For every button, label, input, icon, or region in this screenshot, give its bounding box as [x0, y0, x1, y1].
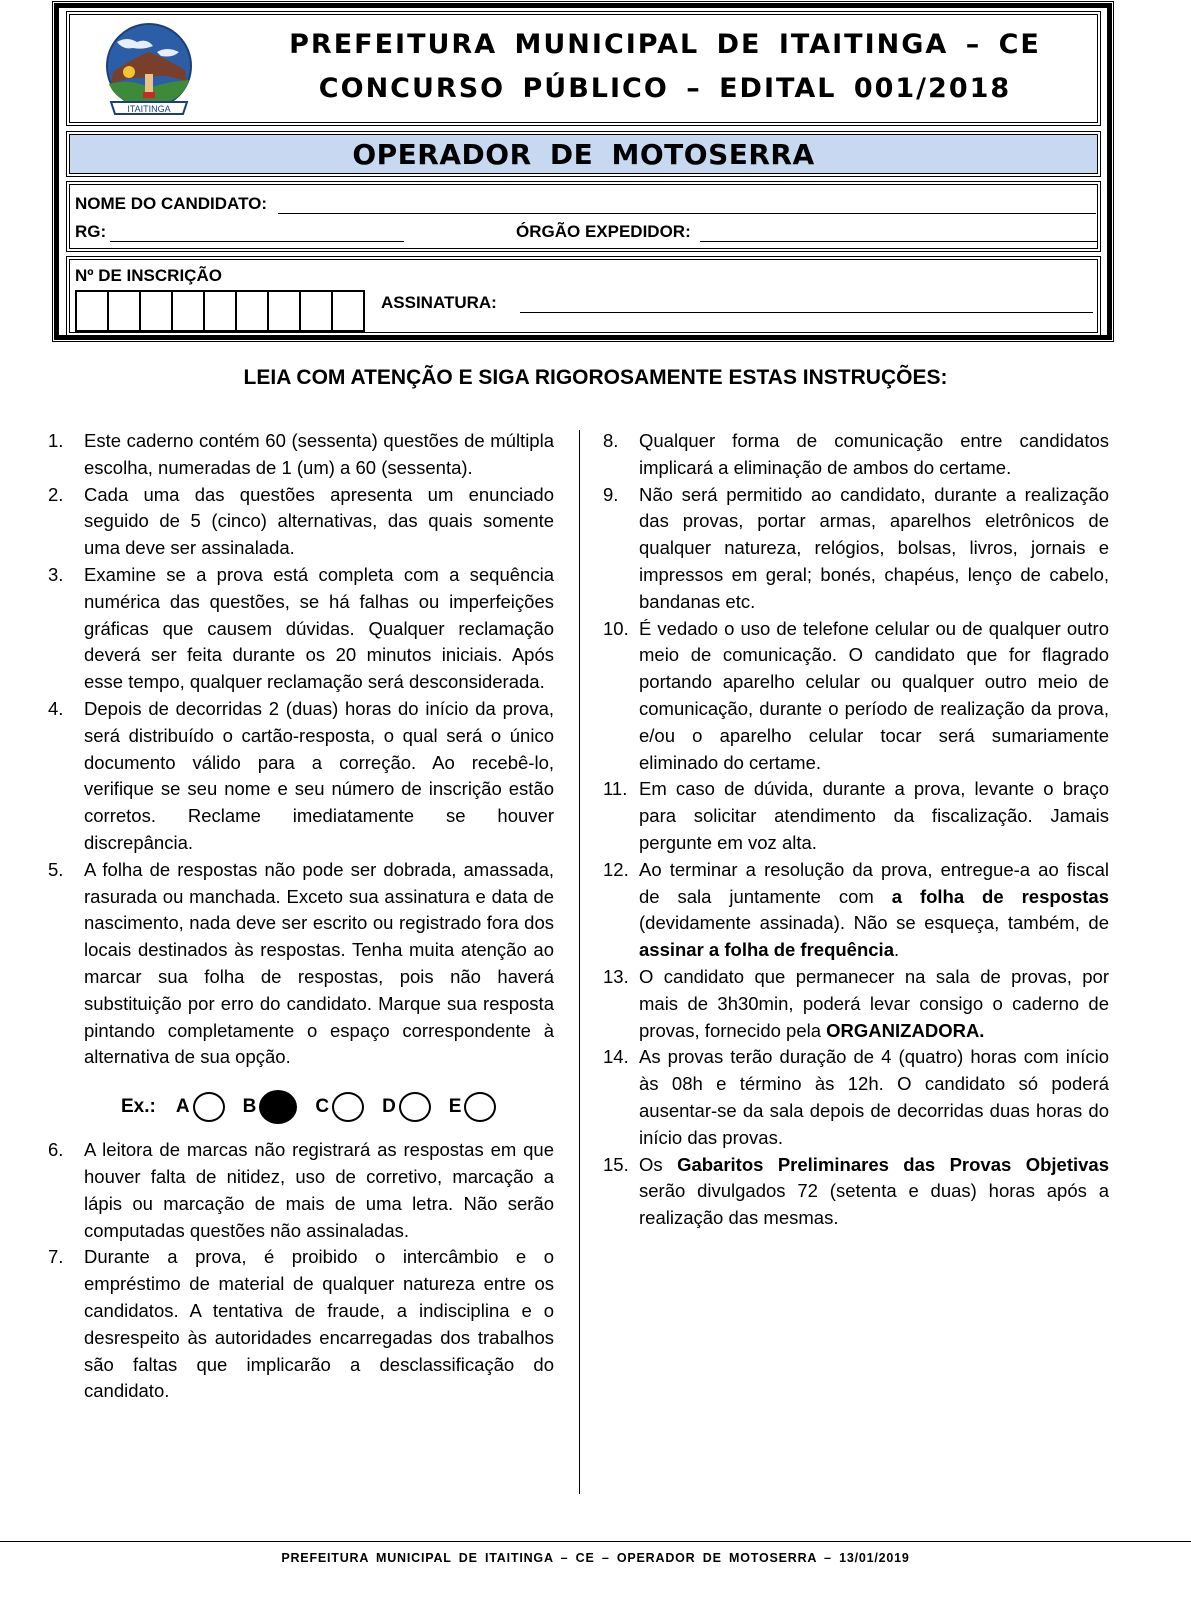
empty-bubble-icon — [193, 1092, 225, 1122]
instruction-item — [603, 776, 1109, 856]
rg-label: RG: — [75, 222, 107, 241]
instruction-text-part: O candidato que permanecer na sala de provas, por mais de 3h30min, poderá levar consigo o caderno de provas, fornecido pela — [639, 965, 1109, 1041]
instruction-item — [603, 964, 1109, 1044]
registration-digit-cell[interactable] — [301, 292, 333, 330]
instruction-text: A leitora de marcas não registrará as respostas em que houver falta de nitidez, uso de corretivo, marcação a lápis ou marcação de mais de uma letra. Não serão computadas questões não assinaladas. — [84, 1139, 554, 1241]
instruction-text — [639, 964, 1109, 1044]
registration-number-grid — [75, 290, 365, 332]
instruction-text-part: Os — [639, 1153, 678, 1175]
instruction-number: 9. — [603, 483, 619, 505]
logo-text: ITAITINGA — [127, 104, 171, 114]
instruction-text-part: Ao terminar a resolução da prova, entregue-a ao fiscal de sala juntamente com — [639, 858, 1109, 907]
instruction-text: É vedado o uso de telefone celular ou de qualquer outro meio de comunicação. O candidato que for flagrado portando aparelho celular ou qualquer outro meio de comunicação, durante o período de realização da prova, e/ou o aparelho celular tocar será sumariamente eliminado do certame. — [639, 617, 1109, 773]
instructions-right-column — [603, 428, 1109, 1232]
instruction-number: 14. — [603, 1046, 629, 1068]
example-option — [449, 1092, 497, 1122]
instruction-number: 4. — [48, 697, 64, 719]
instruction-item — [48, 857, 554, 1071]
instruction-emphasis: a folha de respostas — [891, 885, 1109, 907]
orgao-expedidor-label: ÓRGÃO EXPEDIDOR: — [516, 222, 691, 241]
orgao-expedidor-field[interactable] — [700, 241, 1098, 242]
role-title: OPERADOR DE MOTOSERRA — [352, 138, 815, 171]
footer-rule — [0, 1541, 1191, 1542]
instruction-text: A folha de respostas não pode ser dobrada, amassada, rasurada ou manchada. Exceto sua assinatura e data de nascimento, nada deve ser escrito ou registrado fora dos locais destinados às respostas. Tenha muita atenção ao marcar sua folha de respostas, pois não haverá substituição por erro do candidato. Marque sua resposta pintando completamente o espaço correspondente à alternativa de sua opção. — [84, 858, 554, 1068]
role-box — [69, 134, 1098, 174]
registration-digit-cell[interactable] — [237, 292, 269, 330]
instruction-item — [603, 1152, 1109, 1232]
instruction-text: Não será permitido ao candidato, durante a realização das provas, portar armas, aparelhos eletrônicos de qualquer natureza, relógios, bolsas, livros, jornais e impressos em geral; bonés, chapéus, lenço de cabelo, bandanas etc. — [639, 483, 1109, 612]
registration-digit-cell[interactable] — [173, 292, 205, 330]
page-footer: PREFEITURA MUNICIPAL DE ITAITINGA – CE – OPERADOR DE MOTOSERRA – 13/01/2019 — [281, 1551, 910, 1565]
header-frame — [54, 3, 1112, 340]
signature-field[interactable] — [520, 312, 1093, 313]
instruction-text: Este caderno contém 60 (sessenta) questões de múltipla escolha, numeradas de 1 (um) a 60 (sessenta). — [84, 430, 554, 478]
instruction-item — [603, 616, 1109, 777]
registration-number-label: Nº DE INSCRIÇÃO — [75, 266, 222, 285]
instruction-item — [48, 482, 554, 562]
instruction-item — [48, 1137, 554, 1244]
instruction-number: 5. — [48, 858, 64, 880]
instruction-number: 3. — [48, 563, 64, 585]
option-letter: C — [315, 1095, 330, 1117]
instruction-number: 6. — [48, 1139, 64, 1161]
example-option — [382, 1092, 431, 1122]
instruction-text-part: . — [893, 939, 900, 961]
instruction-text — [639, 857, 1109, 964]
instruction-text: As provas terão duração de 4 (quatro) horas com início às 08h e término às 12h. O candidato só poderá ausentar-se da sala depois de decorridas duas horas do início das provas. — [639, 1046, 1109, 1148]
instruction-item — [603, 1044, 1109, 1151]
title-box — [69, 14, 1098, 123]
instruction-item — [48, 562, 554, 696]
instruction-text-part: serão divulgados 72 (setenta e duas) horas após a realização das mesmas. — [639, 1180, 1109, 1229]
candidate-info-box — [69, 184, 1098, 249]
signature-label: ASSINATURA: — [381, 293, 497, 312]
instruction-number: 1. — [48, 430, 64, 451]
registration-digit-cell[interactable] — [141, 292, 173, 330]
instruction-item — [603, 482, 1109, 616]
example-option — [243, 1090, 298, 1124]
instruction-item — [48, 428, 554, 482]
instruction-item — [603, 857, 1109, 964]
empty-bubble-icon — [399, 1092, 431, 1122]
instruction-item — [48, 696, 554, 857]
option-letter: A — [175, 1095, 190, 1117]
instruction-emphasis: assinar a folha de frequência — [639, 939, 894, 961]
instruction-emphasis: Gabaritos Preliminares das Provas Objetivas — [677, 1153, 1110, 1175]
candidate-name-label: NOME DO CANDIDATO: — [75, 194, 268, 213]
registration-digit-cell[interactable] — [333, 292, 363, 330]
option-letter: E — [448, 1095, 462, 1117]
instruction-text: Depois de decorridas 2 (duas) horas do início da prova, será distribuído o cartão-resposta, o qual será o único documento válido para a correção. Ao recebê-lo, verifique se seu nome e seu número de inscrição estão corretos. Reclame imediatamente se houver discrepância. — [84, 697, 554, 853]
instruction-number: 8. — [603, 430, 619, 451]
instruction-text-part: (devidamente assinada). Não se esqueça, também, de — [639, 912, 1109, 934]
contest-title: CONCURSO PÚBLICO – EDITAL 001/2018 — [318, 73, 1012, 104]
institution-title: PREFEITURA MUNICIPAL DE ITAITINGA – CE — [289, 29, 1041, 60]
empty-bubble-icon — [464, 1092, 496, 1122]
filled-bubble-icon — [259, 1090, 297, 1124]
instruction-emphasis: ORGANIZADORA. — [826, 1019, 985, 1041]
empty-bubble-icon — [332, 1092, 364, 1122]
registration-digit-cell[interactable] — [77, 292, 109, 330]
instruction-text: Durante a prova, é proibido o intercâmbio e o empréstimo de material de qualquer natureza entre os candidatos. A tentativa de fraude, a indisciplina e o desrespeito às autoridades encarregadas dos trabalhos são faltas que implicarão a desclassificação do candidato. — [84, 1246, 554, 1402]
municipal-coat-of-arms-logo — [103, 22, 195, 120]
instructions-left-column — [48, 428, 554, 1405]
answer-marking-example — [48, 1079, 554, 1135]
instruction-text — [639, 1152, 1109, 1232]
instruction-number: 13. — [603, 965, 629, 987]
instruction-number: 11. — [603, 778, 628, 800]
example-label: Ex.: — [121, 1095, 156, 1117]
registration-digit-cell[interactable] — [109, 292, 141, 330]
instruction-number: 15. — [603, 1153, 629, 1175]
instruction-number: 7. — [48, 1246, 64, 1268]
registration-digit-cell[interactable] — [205, 292, 237, 330]
instruction-number: 12. — [603, 858, 629, 880]
instruction-item — [48, 1244, 554, 1405]
instruction-text: Em caso de dúvida, durante a prova, levante o braço para solicitar atendimento da fiscalização. Jamais pergunte em voz alta. — [639, 778, 1109, 853]
option-letter: D — [382, 1095, 396, 1117]
column-divider — [579, 430, 580, 1494]
instruction-text: Qualquer forma de comunicação entre candidatos implicará a eliminação de ambos do certame. — [639, 430, 1109, 478]
instruction-number: 2. — [48, 483, 64, 505]
instruction-text: Cada uma das questões apresenta um enunciado seguido de 5 (cinco) alternativas, das quais somente uma deve ser assinalada. — [84, 483, 554, 559]
candidate-name-field[interactable] — [278, 213, 1096, 214]
registration-digit-cell[interactable] — [269, 292, 301, 330]
example-option — [176, 1092, 225, 1122]
example-option — [315, 1092, 364, 1122]
instruction-text: Examine se a prova está completa com a sequência numérica das questões, se há falhas ou imperfeições gráficas que causem dúvidas. Qualquer reclamação deverá ser feita durante os 20 minutos iniciais. Após esse tempo, qualquer reclamação será desconsiderada. — [84, 563, 554, 693]
instructions-heading: LEIA COM ATENÇÃO E SIGA RIGOROSAMENTE ESTAS INSTRUÇÕES: — [243, 366, 948, 389]
instruction-number: 10. — [603, 617, 629, 639]
instruction-item — [603, 428, 1109, 482]
registration-box — [69, 259, 1098, 333]
option-letter: B — [242, 1095, 257, 1117]
rg-field[interactable] — [110, 241, 404, 242]
